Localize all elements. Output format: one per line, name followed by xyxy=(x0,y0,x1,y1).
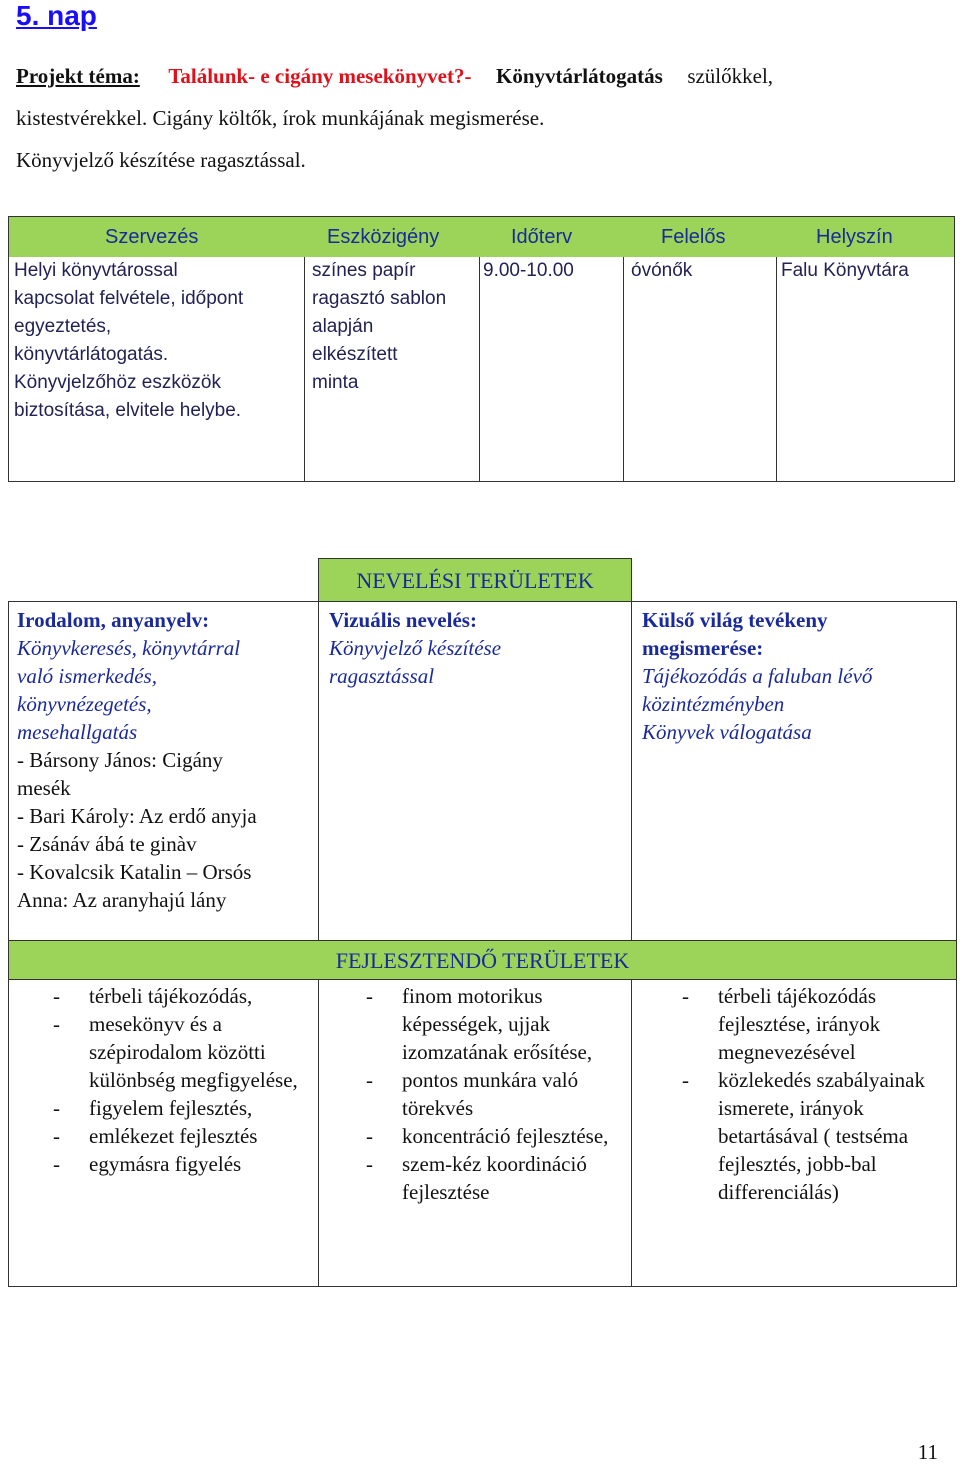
project-topic: Találunk- e cigány mesekönyvet?- xyxy=(168,64,472,88)
header-idoterv: Időterv xyxy=(511,226,573,248)
project-activity: Könyvtárlátogatás xyxy=(495,64,663,88)
nevelesi-col-kulso-vilag: Külső világ tevékeny megismerése: Tájékozódás a faluban lévő közintézményben Könyvek válogatása xyxy=(631,601,957,941)
fejlesztendo-col-2: - finom motorikus képességek, ujjak izomzatának erősítése, - pontos munkára való törekvés - koncentráció fejlesztése, - szem-kéz koordináció fejlesztése xyxy=(318,979,632,1287)
cell-eszkozigeny: színes papír ragasztó sablon alapján elkészített minta xyxy=(312,260,447,393)
project-line-1 xyxy=(16,64,773,89)
cell-idoterv: 9.00-10.00 xyxy=(483,260,574,281)
fejlesztendo-heading: FEJLESZTENDŐ TERÜLETEK xyxy=(8,940,957,980)
nevelesi-col-vizualis: Vizuális nevelés: Könyvjelző készítése ragasztással xyxy=(318,601,632,941)
fejlesztendo-col-1: - térbeli tájékozódás, - mesekönyv és a szépirodalom közötti különbség megfigyelése, - figyelem fejlesztés, - emlékezet fejlesztés - egymásra figyelés xyxy=(8,979,319,1287)
project-label: Projekt téma: xyxy=(16,64,140,88)
schedule-table xyxy=(8,216,955,482)
header-helyszin: Helyszín xyxy=(816,226,893,248)
schedule-header-row xyxy=(9,217,954,257)
project-line1-rest: szülőkkel, xyxy=(687,64,774,88)
project-line-3: Könyvjelző készítése ragasztással. xyxy=(16,148,306,172)
header-szervezes: Szervezés xyxy=(105,226,199,248)
cell-felelos: óvónők xyxy=(631,260,693,281)
page-title: 5. nap xyxy=(16,0,97,31)
fejlesztendo-col-3: - térbeli tájékozódás fejlesztése, irányok megnevezésével - közlekedés szabályainak ismerete, irányok betartásával ( testséma fejlesztés, jobb-bal differenciálás) xyxy=(631,979,957,1287)
cell-szervezes: Helyi könyvtárossal kapcsolat felvétele, időpont egyeztetés, könyvtárlátogatás. Könyvjelzőhöz eszközök biztosítása, elvitele helybe. xyxy=(14,260,244,421)
page-number: 11 xyxy=(917,1440,938,1464)
project-line-2: kistestvérekkel. Cigány költők, írok munkájának megismerése. xyxy=(16,106,545,130)
nevelesi-heading: NEVELÉSI TERÜLETEK xyxy=(318,558,632,602)
nevelesi-col-irodalom: Irodalom, anyanyelv: Könyvkeresés, könyvtárral való ismerkedés, könyvnézegetés, mesehallgatás - Bársony János: Cigány mesék - Bari Károly: Az erdő anyja - Zsánáv ábá te ginàv - Kovalcsik Katalin – Orsós Anna: Az aranyhajú lány xyxy=(8,601,319,941)
cell-helyszin: Falu Könyvtára xyxy=(781,260,909,281)
header-eszkozigeny: Eszközigény xyxy=(327,226,440,248)
header-felelos: Felelős xyxy=(661,226,726,248)
